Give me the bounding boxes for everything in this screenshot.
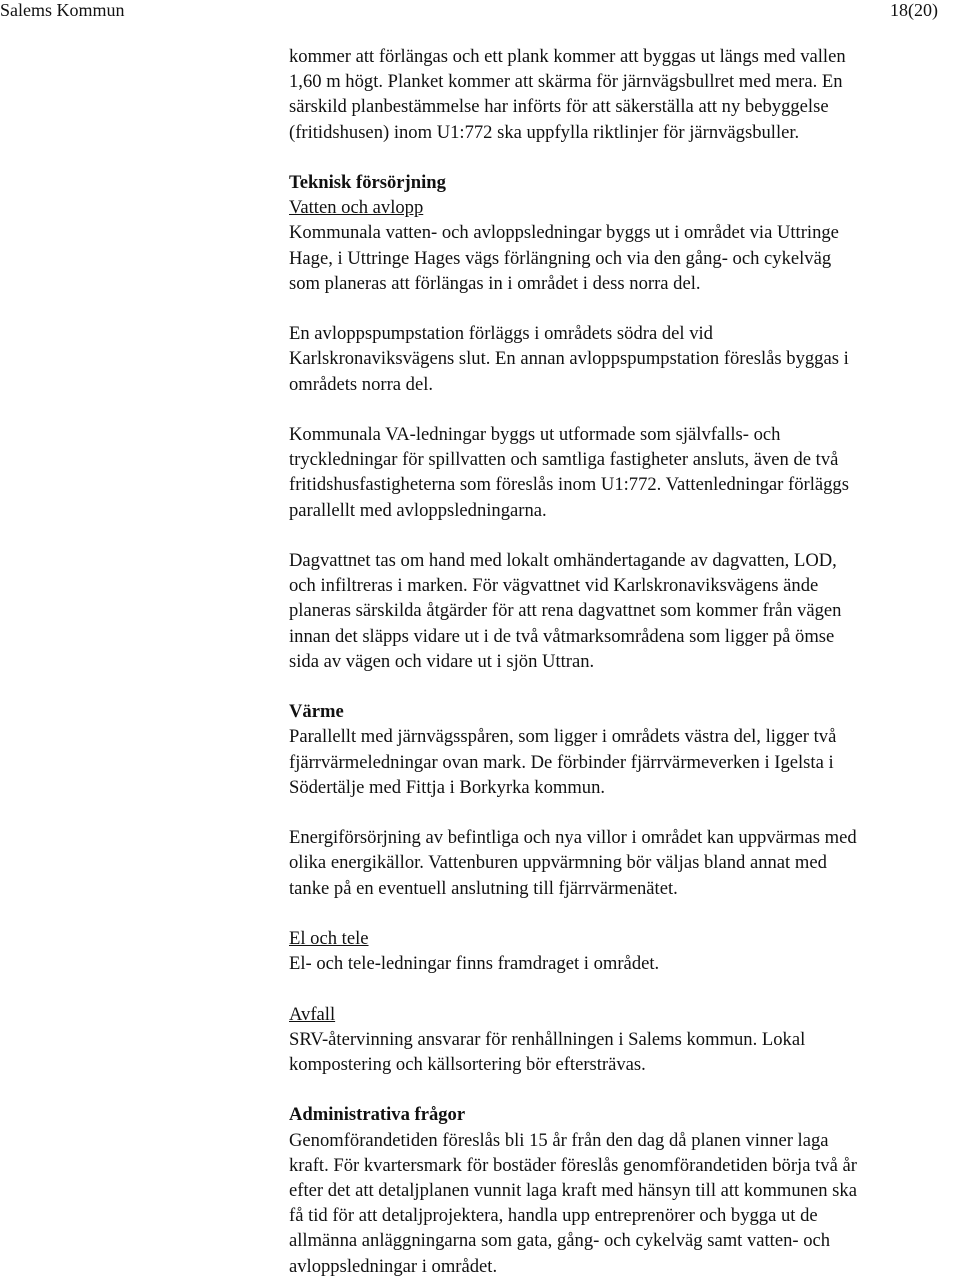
paragraph bbox=[289, 724, 960, 800]
text-line: innan det släpps vidare ut i de två våtmarksområdena som ligger på ömse bbox=[289, 625, 835, 647]
text-line: Karlskronaviksvägens slut. En annan avloppspumpstation föreslås byggas i bbox=[289, 348, 849, 370]
text-line: Parallellt med järnvägsspåren, som ligger i områdets västra del, ligger två bbox=[289, 726, 837, 748]
text-line: tryckledningar för spillvatten och samtliga fastigheter ansluts, även de två bbox=[289, 449, 839, 471]
subheading-vatten-avlopp: Vatten och avlopp bbox=[289, 197, 424, 219]
text-line: efter det att detaljplanen vunnit laga kraft med hänsyn till att kommunen ska bbox=[289, 1180, 857, 1201]
subheading-el-tele: El och tele bbox=[289, 928, 369, 949]
text-line: tanke på en eventuell anslutning till fjärrvärmenätet. bbox=[289, 877, 678, 899]
text-line: sida av vägen och vidare ut i sjön Uttran. bbox=[289, 650, 595, 672]
text-line: Södertälje med Fittja i Borkyrka kommun. bbox=[289, 776, 606, 798]
text-line: parallellt med avloppsledningarna. bbox=[289, 499, 547, 521]
text-line: kraft. För kvartersmark för bostäder föreslås genomförandetiden börja två år bbox=[289, 1154, 857, 1176]
text-line: som planeras att förlängas in i området i dess norra del. bbox=[289, 272, 701, 294]
paragraph bbox=[289, 1027, 960, 1077]
text-line: fjärrvärmeledningar ovan mark. De förbinder fjärrvärmeverken i Igelsta i bbox=[289, 751, 834, 773]
paragraph bbox=[289, 321, 960, 397]
text-line: kompostering och källsortering bör eftersträvas. bbox=[289, 1054, 646, 1075]
text-line: kommer att förlängas och ett plank kommer att byggas ut längs med vallen bbox=[289, 46, 846, 67]
text-line: El- och tele-ledningar finns framdraget i området. bbox=[289, 953, 660, 975]
text-line: Kommunala VA-ledningar byggs ut utformade som självfalls- och bbox=[289, 424, 781, 445]
paragraph bbox=[289, 951, 960, 976]
text-line: planeras särskilda åtgärder för att rena dagvattnet som kommer från vägen bbox=[289, 600, 842, 622]
paragraph bbox=[289, 1128, 960, 1279]
section-heading-administrativa: Administrativa frågor bbox=[289, 1104, 466, 1126]
paragraph bbox=[289, 220, 960, 296]
paragraph bbox=[289, 548, 960, 674]
municipality-name: Salems Kommun bbox=[0, 0, 125, 20]
text-line: En avloppspumpstation förläggs i områdets södra del vid bbox=[289, 323, 713, 345]
text-line: Hage, i Uttringe Hages vägs förlängning och via den gång- och cykelväg bbox=[289, 247, 832, 269]
text-line: avloppsledningar i området. bbox=[289, 1255, 498, 1277]
text-line: allmänna anläggningarna som gata, gång- och cykelväg samt vatten- och bbox=[289, 1230, 831, 1252]
text-line: Energiförsörjning av befintliga och nya villor i området kan uppvärmas med bbox=[289, 827, 857, 849]
document-body bbox=[289, 44, 960, 1279]
subheading-avfall: Avfall bbox=[289, 1003, 336, 1025]
text-line: fritidshusfastigheterna som föreslås inom U1:772. Vattenledningar förläggs bbox=[289, 474, 849, 496]
page-header bbox=[0, 0, 960, 22]
text-line: få tid för att detaljprojektera, handla upp entreprenörer och bygga ut de bbox=[289, 1205, 818, 1227]
section-heading-varme: Värme bbox=[289, 701, 344, 723]
paragraph bbox=[289, 825, 960, 901]
paragraph bbox=[289, 422, 960, 523]
text-line: områdets norra del. bbox=[289, 373, 434, 395]
text-line: Dagvattnet tas om hand med lokalt omhändertagande av dagvatten, LOD, bbox=[289, 550, 837, 571]
text-line: särskild planbestämmelse har införts för att säkerställa att ny bebyggelse bbox=[289, 96, 829, 118]
text-line: 1,60 m högt. Planket kommer att skärma för järnvägsbullret med mera. En bbox=[289, 71, 843, 93]
text-line: och infiltreras i marken. För vägvattnet vid Karlskronaviksvägens ände bbox=[289, 575, 819, 597]
page-number: 18(20) bbox=[890, 0, 938, 20]
text-line: Kommunala vatten- och avloppsledningar byggs ut i området via Uttringe bbox=[289, 222, 839, 244]
text-line: (fritidshusen) inom U1:772 ska uppfylla riktlinjer för järnvägsbuller. bbox=[289, 121, 800, 143]
text-line: SRV-återvinning ansvarar för renhållningen i Salems kommun. Lokal bbox=[289, 1028, 806, 1050]
text-line: olika energikällor. Vattenburen uppvärmning bör väljas bland annat med bbox=[289, 852, 827, 874]
text-line: Genomförandetiden föreslås bli 15 år från den dag då planen vinner laga bbox=[289, 1129, 829, 1151]
intro-paragraph bbox=[289, 44, 960, 145]
section-heading-teknisk: Teknisk försörjning bbox=[289, 172, 446, 193]
